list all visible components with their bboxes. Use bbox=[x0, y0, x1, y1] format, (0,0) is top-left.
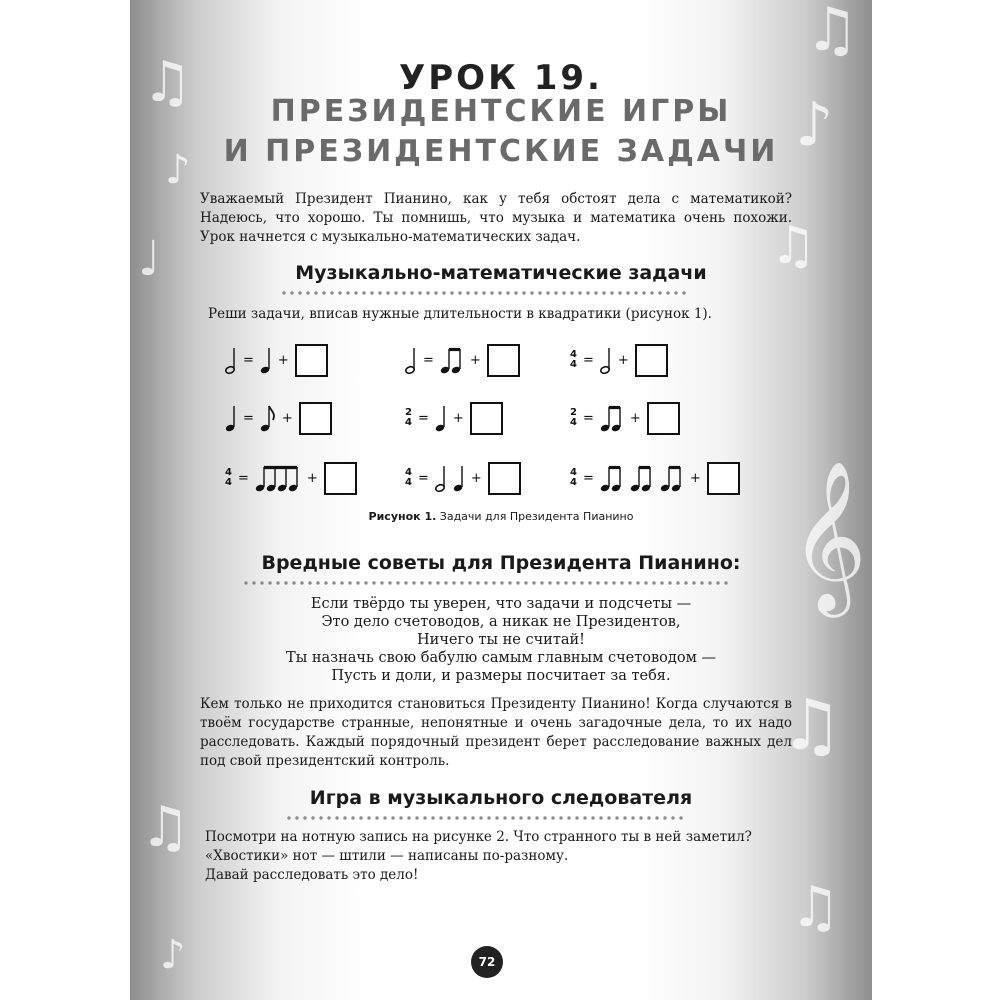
time-signature-4-4: 4 4 bbox=[570, 349, 577, 370]
book-page bbox=[130, 0, 872, 1000]
answer-box[interactable] bbox=[647, 402, 680, 435]
equals-sign: = bbox=[582, 410, 594, 426]
half-note-icon bbox=[225, 345, 237, 375]
caption-text: Задачи для Президента Пианино bbox=[439, 510, 634, 523]
instruction-line: «Хвостики» нот — штили — написаны по-разному. bbox=[205, 848, 569, 864]
music-note-decoration-icon: ♫ bbox=[790, 875, 841, 940]
page-number: 72 bbox=[471, 946, 503, 978]
task-6 bbox=[570, 398, 680, 438]
music-note-decoration-icon: ♫ bbox=[142, 50, 193, 115]
half-note-icon bbox=[405, 345, 417, 375]
poem-line: Пусть и доли, и размеры посчитает за тебя. bbox=[331, 668, 671, 684]
answer-box[interactable] bbox=[635, 344, 668, 377]
music-note-decoration-icon: ♫ bbox=[805, 0, 859, 65]
answer-box[interactable] bbox=[470, 402, 503, 435]
quarter-note-icon bbox=[225, 403, 237, 433]
time-signature-4-4: 4 4 bbox=[570, 467, 577, 488]
answer-box[interactable] bbox=[488, 462, 521, 495]
plus-sign: + bbox=[452, 410, 464, 426]
poem-line: Ничего ты не считай! bbox=[417, 632, 585, 648]
plus-sign: + bbox=[470, 470, 482, 486]
task-9 bbox=[570, 458, 740, 498]
eighth-note-quad-icon bbox=[255, 463, 301, 493]
task-4 bbox=[225, 398, 332, 438]
plus-sign: + bbox=[277, 352, 289, 368]
task-5 bbox=[405, 398, 503, 438]
plus-sign: + bbox=[281, 410, 293, 426]
task-8 bbox=[405, 458, 521, 498]
task-7 bbox=[225, 458, 357, 498]
plus-sign: + bbox=[306, 470, 318, 486]
equals-sign: = bbox=[243, 352, 254, 368]
plus-sign: + bbox=[469, 352, 481, 368]
half-note-icon bbox=[600, 345, 612, 375]
section-heading-harmful-advice: Вредные советы для Президента Пианино: bbox=[261, 552, 741, 574]
caption-label: Рисунок 1. bbox=[368, 510, 437, 523]
quarter-note-icon bbox=[260, 345, 272, 375]
eighth-note-pair-icon bbox=[630, 463, 654, 493]
music-note-decoration-icon: ♪ bbox=[160, 932, 186, 978]
plus-sign: + bbox=[617, 352, 629, 368]
answer-box[interactable] bbox=[299, 402, 332, 435]
investigation-paragraph: Кем только не приходится становиться Президенту Пианино! Когда случаются в твоём государстве странные, непонятные и очень загадочные дела, то их надо расследовать. Каждый порядочный президент берет расследование важных дел под свой президентский контроль. bbox=[200, 696, 792, 769]
poem bbox=[130, 595, 872, 685]
equals-sign: = bbox=[243, 410, 254, 426]
treble-clef-decoration-icon: 𝄞 bbox=[790, 459, 867, 611]
music-note-decoration-icon: ♫ bbox=[770, 216, 817, 276]
lesson-title-line-2: И ПРЕЗИДЕНТСКИЕ ЗАДАЧИ bbox=[223, 134, 779, 169]
time-signature-4-4: 4 4 bbox=[225, 467, 232, 488]
answer-box[interactable] bbox=[295, 344, 328, 377]
eighth-note-pair-icon bbox=[600, 463, 624, 493]
detective-instructions bbox=[205, 828, 797, 885]
quarter-note-icon bbox=[435, 403, 447, 433]
time-signature-4-4: 4 4 bbox=[405, 467, 412, 488]
task-1 bbox=[225, 340, 328, 380]
eighth-note-pair-icon bbox=[660, 463, 684, 493]
quarter-note-icon bbox=[453, 463, 465, 493]
equals-sign: = bbox=[582, 352, 594, 368]
music-note-decoration-icon: ♫ bbox=[780, 684, 843, 766]
equals-sign: = bbox=[417, 410, 429, 426]
dotted-divider bbox=[280, 290, 690, 296]
answer-box[interactable] bbox=[324, 462, 357, 495]
music-note-decoration-icon: ♪ bbox=[165, 147, 191, 193]
music-note-decoration-icon: ♫ bbox=[140, 795, 191, 860]
figure-1-caption bbox=[130, 510, 872, 523]
intro-paragraph: Уважаемый Президент Пианино, как у тебя обстоят дела с математикой? Надеюсь, что хорошо. Ты помнишь, что музыка и математика очень похожи. Урок начнется с музыкально-математических задач. bbox=[200, 191, 792, 245]
instruction-line: Посмотри на нотную запись на рисунке 2. Что странного ты в ней заметил? bbox=[205, 829, 752, 845]
time-signature-2-4: 2 4 bbox=[405, 407, 412, 428]
eighth-note-icon bbox=[260, 403, 276, 433]
lesson-number-title: УРОК 19. bbox=[399, 58, 603, 98]
plus-sign: + bbox=[629, 410, 641, 426]
half-note-icon bbox=[435, 463, 447, 493]
poem-line: Ты назначь свою бабулю самым главным счетоводом — bbox=[286, 650, 716, 666]
poem-line: Если твёрдо ты уверен, что задачи и подсчеты — bbox=[310, 596, 692, 612]
tasks-instruction: Реши задачи, вписав нужные длительности в квадратики (рисунок 1). bbox=[208, 306, 712, 322]
music-note-decoration-icon: ♩ bbox=[138, 231, 161, 287]
eighth-note-pair-icon bbox=[600, 403, 624, 433]
time-signature-2-4: 2 4 bbox=[570, 407, 577, 428]
answer-box[interactable] bbox=[487, 344, 520, 377]
section-heading-math-tasks: Музыкально-математические задачи bbox=[295, 262, 707, 284]
answer-box[interactable] bbox=[707, 462, 740, 495]
poem-line: Это дело счетоводов, а никак не Президентов, bbox=[321, 614, 681, 630]
equals-sign: = bbox=[417, 470, 429, 486]
section-heading-detective-game: Игра в музыкального следователя bbox=[309, 787, 693, 809]
task-3 bbox=[570, 340, 668, 380]
lesson-title-line-1: ПРЕЗИДЕНТСКИЕ ИГРЫ bbox=[270, 94, 732, 129]
plus-sign: + bbox=[689, 470, 701, 486]
eighth-note-pair-icon bbox=[440, 345, 464, 375]
equals-sign: = bbox=[582, 470, 594, 486]
task-2 bbox=[405, 340, 520, 380]
dotted-divider bbox=[242, 580, 730, 586]
equals-sign: = bbox=[237, 470, 249, 486]
equals-sign: = bbox=[423, 352, 434, 368]
instruction-line: Давай расследовать это дело! bbox=[205, 867, 419, 883]
music-note-decoration-icon: ♪ bbox=[795, 90, 834, 160]
dotted-divider bbox=[285, 815, 685, 821]
